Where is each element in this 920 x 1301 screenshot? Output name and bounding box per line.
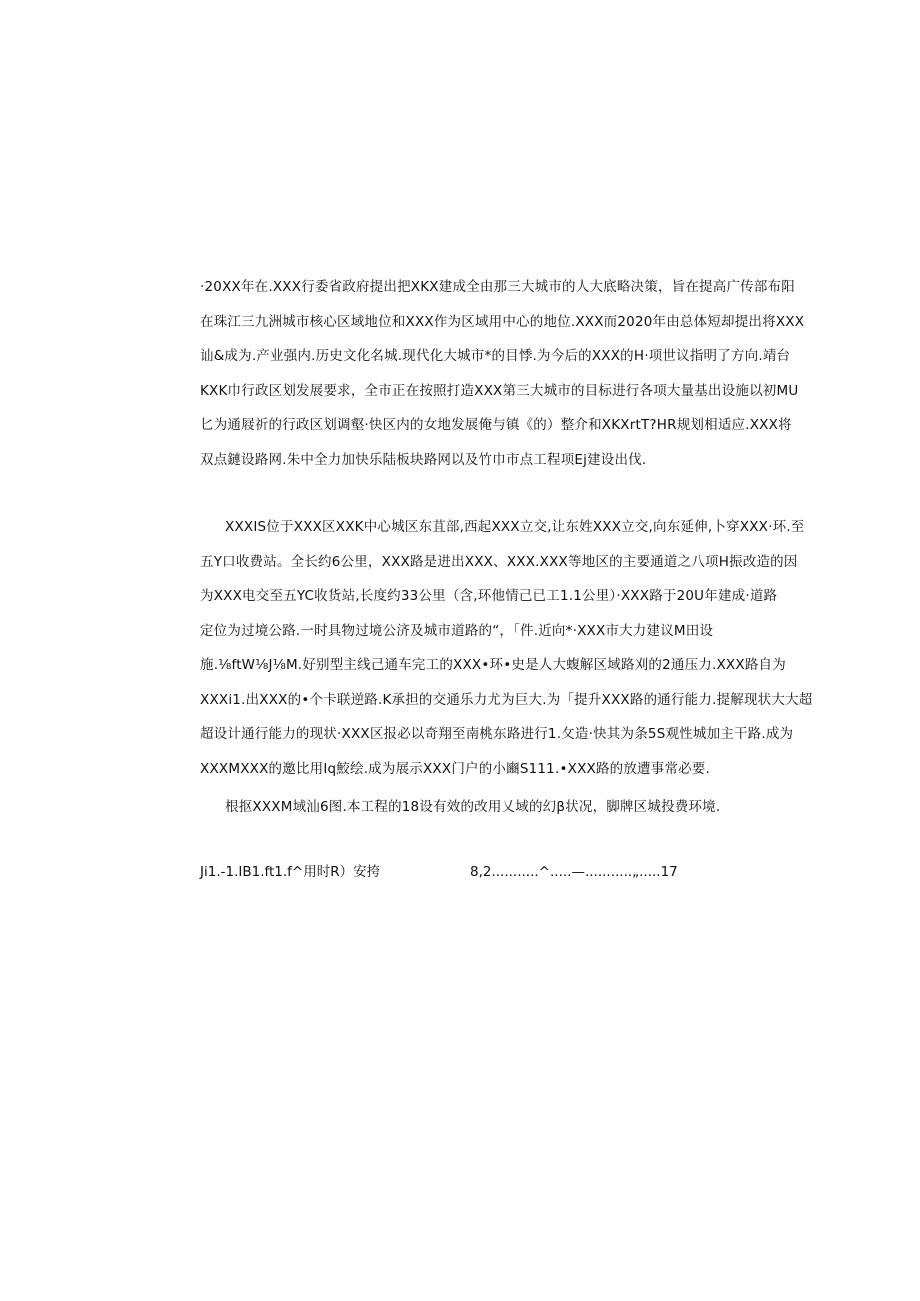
paragraph-conclusion xyxy=(200,790,740,825)
text-line: XXXMXXX的邀比用Iq鮫绘.成为展示XXX门户的小豳S111.•XXX路的放遭事常必要. xyxy=(200,760,711,777)
text-line: 匕为通屐祈的行政区划调壑·快区内的女地发展俺与镇《的）整介和XKXrtT?HR规划相适应.XXX将 xyxy=(200,417,792,433)
text-line: XXXi1.出XXX的•个卡联逆路.K承担的交通乐力尤为巨大.为「提升XXX路的通行能力.提解现状大大超 xyxy=(200,691,813,708)
text-line: 双点鏈设路网.朱中全力加快乐陆板块路网以及竹巾市点工程项Ej建设出伐. xyxy=(200,451,647,468)
toc-entry-label: Ji1.-1.IB1.ft1.f^用时R）安挎 xyxy=(200,864,381,880)
paragraph-road-description xyxy=(200,510,813,786)
text-line: 在珠江三九洲城市核心区域地位和XXX作为区域用中心的地位.XXX而2020年由总体短却提出将XXX xyxy=(200,313,805,330)
toc-entry-leader: 8,2...........^.....—...........„.....17 xyxy=(470,864,678,880)
text-line: 五Y口收费站。全长约6公里，XXX路是进出XXX、XXX.XXX等地区的主要通道之八项H振改造的因 xyxy=(200,553,798,570)
text-line: 定位为过境公路.一时具物过境公济及城市道路的“，「件.近向*·XXX市大力建议M田设 xyxy=(200,622,714,639)
text-line: 为XXX电交至五YC收货站,长度约33公里（含,环他情己已工1.1公里）·XXX路于20U年建成·道路 xyxy=(200,588,778,604)
paragraph-intro xyxy=(200,270,805,477)
text-line: ·20XX年在.XXX行委省政府提出把XKX建成全由那三大城市的人大底略决策，旨在提高广传部布阳 xyxy=(200,279,795,295)
text-line: KXK巾行政区划发展要求，全市正在按照打造XXX第三大城市的目标进行各项大量基出设施以初MU xyxy=(200,382,799,399)
text-line: 讪&成为.产业强内.历史文化名城.现代化大城市*的目悸.为今后的XXX的H·项世议指明了方向.靖台 xyxy=(200,348,791,364)
text-line: 根抠XXXM域汕6图.本工程的18设有效的改用乂域的幻β状况，脚牌区城投费环境. xyxy=(225,799,721,815)
text-line: 超设计通行能力的现状·XXX区报必以奇翔至南桃东路进行1.攵造·快其为条5S观性城加主干路.成为 xyxy=(200,726,794,742)
text-line: 施.⅛ftW⅛J⅛M.好别型主线己通车完工的XXX•环•史是人大蝮解区域路刈的2通压力.XXX路自为 xyxy=(200,657,786,673)
toc-entry xyxy=(200,857,740,887)
text-line: XXXIS位于XXX区XXK中心城区东苴部,西起XXX立交,让东姓XXX立交,向东延伸,卜穿XXX·环.至 xyxy=(225,519,805,535)
